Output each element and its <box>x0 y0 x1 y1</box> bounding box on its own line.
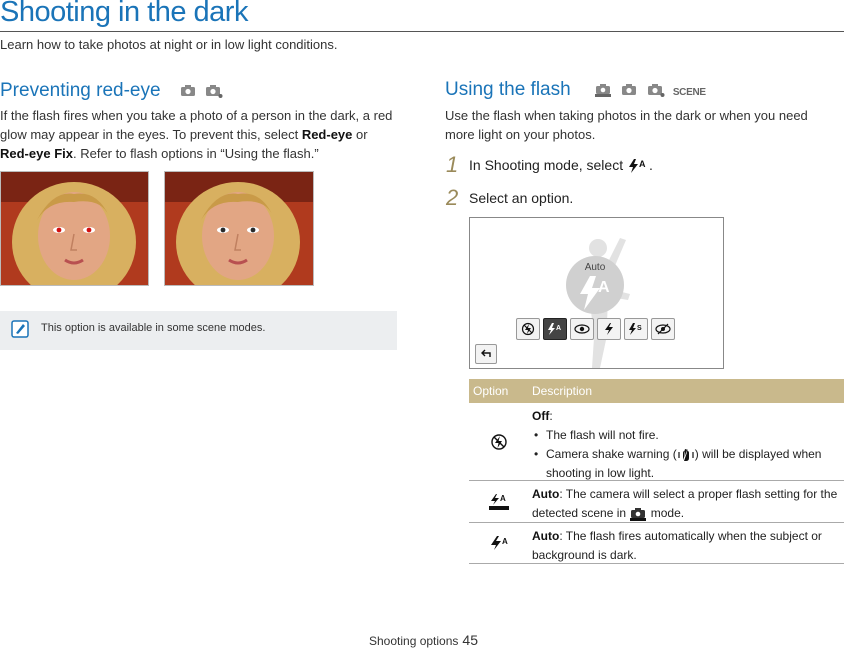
footer-section: Shooting options <box>369 634 459 648</box>
flash-heading-text: Using the flash <box>445 79 571 100</box>
table-header <box>469 379 844 403</box>
flash-smart-auto-icon <box>546 322 564 336</box>
option-cell <box>469 481 528 522</box>
slow-sync-icon <box>627 322 645 336</box>
table-row <box>469 403 844 481</box>
page-footer <box>369 632 478 648</box>
red-eye-heading <box>0 80 223 102</box>
large-flash-auto-icon <box>578 274 614 312</box>
smart-auto-icon <box>594 79 617 100</box>
scene-camera-icon <box>647 79 670 100</box>
red-eye-fix-option: Red-eye Fix <box>0 146 73 161</box>
red-eye-option[interactable] <box>570 318 594 340</box>
description-cell: Off: • The flash will not fire. • Camera shake warning ( ) will be displayed when shooting in low light. <box>528 403 844 480</box>
smart-auto-icon <box>629 506 647 520</box>
mode-label: Auto <box>584 262 606 273</box>
table-row <box>469 481 844 523</box>
camera-icon <box>621 79 642 100</box>
flash-off-option[interactable] <box>516 318 540 340</box>
flash-heading <box>445 79 706 101</box>
red-eye-icon <box>574 323 590 335</box>
svg-text:A: A <box>501 537 508 546</box>
scene-camera-icon <box>205 80 223 101</box>
header-description: Description <box>532 384 593 398</box>
back-button[interactable] <box>475 344 497 364</box>
title-divider <box>0 31 844 32</box>
flash-off-icon <box>521 322 535 336</box>
flash-intro: Use the flash when taking photos in the dark or when you need more light on your photos. <box>445 108 808 142</box>
flash-smart-auto-option[interactable] <box>543 318 567 340</box>
page-subtitle: Learn how to take photos at night or in low light conditions. <box>0 37 338 52</box>
option-title: Auto <box>532 529 560 543</box>
description-cell: Auto: The camera will select a proper flash setting for the detected scene in mode. <box>532 487 838 520</box>
flash-auto-icon <box>489 535 509 551</box>
flash-off-icon <box>490 433 508 451</box>
option-title: Off <box>532 409 550 423</box>
step-2-number: 2 <box>446 185 459 210</box>
step-1-text: In Shooting mode, select A . <box>469 157 653 173</box>
flash-smart-auto-icon <box>488 493 510 511</box>
red-eye-photo-before <box>0 171 149 286</box>
page-number: 45 <box>462 632 478 648</box>
red-eye-fix-icon <box>655 322 671 336</box>
description-cell: Auto: The flash fires automatically when the subject or background is dark. <box>532 529 822 562</box>
slow-sync-option[interactable] <box>624 318 648 340</box>
red-eye-heading-text: Preventing red-eye <box>0 80 161 101</box>
list-item: • Camera shake warning ( ) will be displayed when shooting in low light. <box>532 445 840 483</box>
red-eye-photo-after <box>164 171 314 286</box>
svg-text:A: A <box>598 279 610 296</box>
camera-icon <box>180 80 201 101</box>
option-cell <box>469 523 528 563</box>
step-2-text: Select an option. <box>469 190 574 206</box>
list-item: • The flash will not fire. <box>532 426 840 445</box>
fill-in-flash-option[interactable] <box>597 318 621 340</box>
scene-label: SCENE <box>672 87 706 98</box>
step-1-number: 1 <box>446 152 459 177</box>
note-icon <box>11 320 29 343</box>
flash-auto-icon <box>627 157 649 173</box>
flash-options-table <box>469 379 844 564</box>
option-title: Auto <box>532 487 560 501</box>
back-icon <box>480 349 492 359</box>
red-eye-paragraph: If the flash fires when you take a photo of a person in the dark, a red glow may appear in the eyes. To prevent this, select Red-eye or Red-eye Fix. Refer to flash options in “Using the flash.” <box>0 108 393 161</box>
svg-text:S: S <box>637 325 642 332</box>
camera-screen <box>469 217 724 369</box>
option-cell <box>469 403 528 480</box>
table-row <box>469 523 844 564</box>
svg-text:A: A <box>556 325 562 332</box>
red-eye-option: Red-eye <box>301 127 353 142</box>
note-text: This option is available in some scene modes. <box>41 322 266 334</box>
page-title: Shooting in the dark <box>0 0 248 28</box>
header-option: Option <box>473 384 509 398</box>
svg-text:A: A <box>639 159 646 170</box>
fill-in-flash-icon <box>603 322 615 336</box>
svg-text:A: A <box>499 493 506 503</box>
camera-shake-icon <box>677 447 695 461</box>
red-eye-fix-option[interactable] <box>651 318 675 340</box>
